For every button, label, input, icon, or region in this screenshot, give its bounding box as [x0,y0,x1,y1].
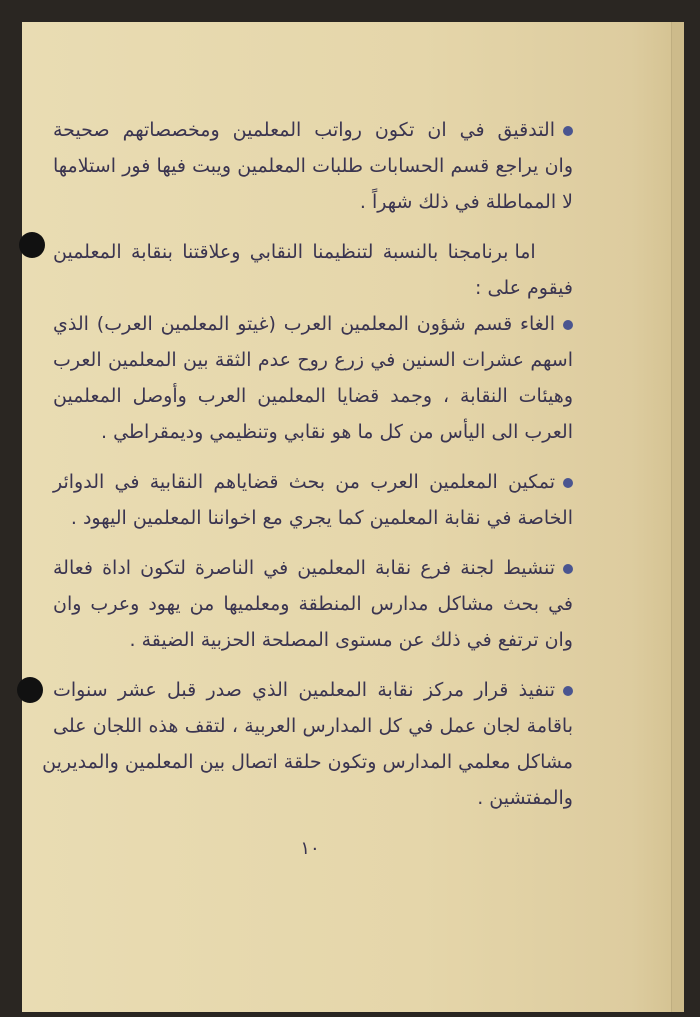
bullet-icon [563,320,573,330]
paper-edge [671,22,684,1012]
paragraph [42,672,573,816]
paragraph [53,550,573,658]
text-line: مشاكل معلمي المدارس وتكون حلقة اتصال بين المعلمين والمديرين [42,751,573,773]
body-text [42,112,573,816]
text-line: والمفتشين . [477,787,573,809]
bullet-icon [563,478,573,488]
text-line: العرب الى اليأس من كل ما هو نقابي وتنظيمي وديمقراطي . [101,421,573,443]
paragraph [53,306,573,450]
text-line: فيقوم على : [475,277,573,299]
text-line: التدقيق في ان تكون رواتب المعلمين ومخصصاتهم صحيحة [53,119,555,141]
punch-hole [19,232,45,258]
text-line: وهيئات النقابة ، وجمد قضايا المعلمين العرب وأوصل المعلمين [53,385,573,407]
paragraph [53,112,573,220]
text-line: تنشيط لجنة فرع نقابة المعلمين في الناصرة لتكون اداة فعالة [53,557,555,579]
text-line: لا المماطلة في ذلك شهراً . [359,191,573,213]
paragraph [53,464,573,536]
punch-hole [17,677,43,703]
paragraph [53,234,573,306]
page-number: ١٠ [300,838,320,859]
bullet-icon [563,564,573,574]
text-line: وان يراجع قسم الحسابات طلبات المعلمين ويبت فيها فور استلامها [53,155,573,177]
text-line: في بحث مشاكل مدارس المنطقة ومعلميها من يهود وعرب وان [53,593,573,615]
text-line: باقامة لجان عمل في كل المدارس العربية ، لتقف هذه اللجان على [53,715,573,737]
text-line: الخاصة في نقابة المعلمين كما يجري مع اخواننا المعلمين اليهود . [70,507,573,529]
bullet-icon [563,686,573,696]
bullet-icon [563,126,573,136]
text-line: وان ترتفع في ذلك عن مستوى المصلحة الحزبية الضيقة . [129,629,573,651]
text-line: اما برنامجنا بالنسبة لتنظيمنا النقابي وعلاقتنا بنقابة المعلمين [53,241,536,263]
text-line: الغاء قسم شؤون المعلمين العرب (غيتو المعلمين العرب) الذي [53,313,555,335]
text-line: تمكين المعلمين العرب من بحث قضاياهم النقابية في الدوائر [53,471,555,493]
text-line: اسهم عشرات السنين في زرع روح عدم الثقة بين المعلمين العرب [53,349,573,371]
text-line: تنفيذ قرار مركز نقابة المعلمين الذي صدر قبل عشر سنوات [53,679,555,701]
